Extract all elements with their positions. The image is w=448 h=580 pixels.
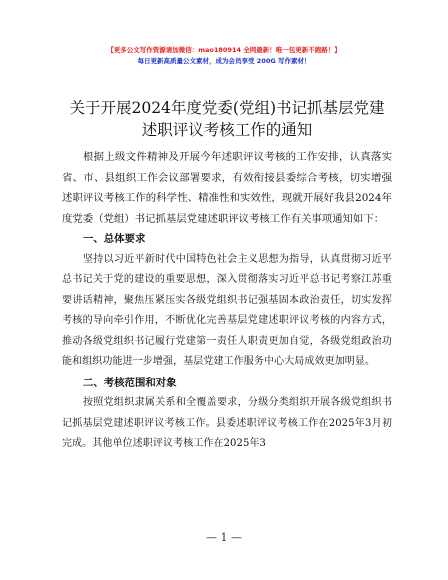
section-2-paragraph: 按照党组织隶属关系和全覆盖要求，分级分类组织开展各级党组织书记抓基层党建述职评议考核工作。县委述职评议考核工作在2025年3月初完成。其他单位述职评议考核工作在2025年3 bbox=[62, 397, 392, 449]
section-2-heading: 二、考核范围和对象 bbox=[83, 376, 177, 389]
promo-banner bbox=[0, 45, 448, 67]
title-line-2: 述职评议考核工作的通知 bbox=[141, 121, 313, 139]
document-body bbox=[62, 147, 392, 455]
document-title bbox=[62, 97, 392, 141]
promo-line-2: 每日更新高质量公文素材，成为会员享受 200G 写作素材！ bbox=[137, 57, 311, 65]
title-line-1: 关于开展2024年度党委(党组)书记抓基层党建 bbox=[69, 99, 385, 117]
promo-line-1: 【更多公文写作资源请加微信：mao180914 全网最新！唯一包更新不跑路！】 bbox=[107, 46, 341, 54]
page-number: — 1 — bbox=[206, 531, 242, 544]
section-1-heading: 一、总体要求 bbox=[83, 233, 146, 245]
intro-paragraph: 根据上级文件精神及开展今年述职评议考核的工作安排，认真落实省、市、县组织工作会议部署要求，有效衔接县委综合考核，切实增强述职评议考核工作的科学性、精准性和实效性，现就开展好我县2024年度党委（党组）书记抓基层党建述职评议考核工作有关事项通知如下： bbox=[62, 151, 392, 225]
section-1-paragraph: 坚持以习近平新时代中国特色社会主义思想为指导，认真贯彻习近平总书记关于党的建设的重要思想，深入贯彻落实习近平总书记考察江苏重要讲话精神，聚焦压紧压实各级党组织书记强基固本政治责任，切实发挥考核的导向牵引作用，不断优化完善基层党建述职评议考核的内容方式，推动各级党组织书记履行党建第一责任人职责更加自觉，各级党组政治功能和组织功能进一步增强，基层党建工作服务中心大局成效更加明显。 bbox=[62, 253, 392, 367]
